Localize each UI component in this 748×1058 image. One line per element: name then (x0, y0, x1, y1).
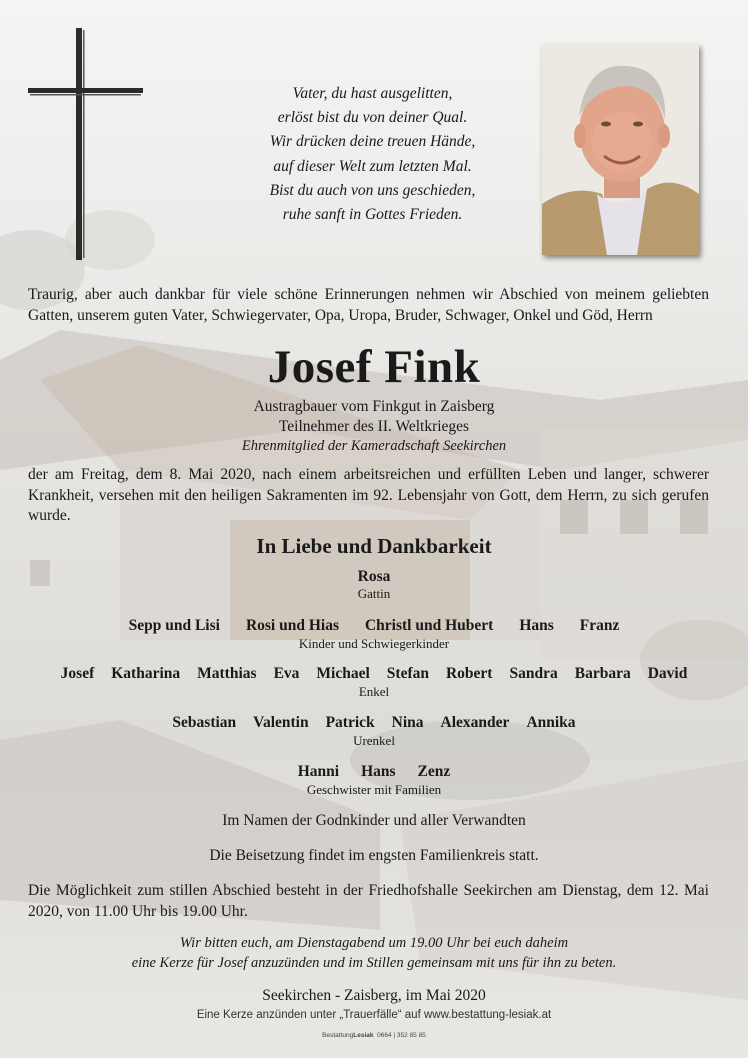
poem (200, 82, 545, 227)
mourner-name: Sandra (509, 665, 558, 682)
intro-text: Traurig, aber auch dankbar für viele schöne Erinnerungen nehmen wir Abschied von meinem geliebten Gatten, unserem guten Vater, Schwiegervater, Opa, Uropa, Bruder, Schwager, Onkel und Göd, Herrn (28, 286, 709, 324)
mourner-name: Alexander (440, 714, 510, 731)
poem-line: erlöst bist du von deiner Qual. (277, 109, 468, 127)
request-line: Wir bitten euch, am Dienstagabend um 19.00 Uhr bei euch daheim (179, 935, 569, 951)
poem-line: auf dieser Welt zum letzten Mal. (273, 157, 472, 175)
mourner-name: Valentin (253, 714, 309, 731)
deceased-name: Josef Fink (267, 341, 481, 393)
funeral-home-brand: Lesiak (353, 1032, 374, 1039)
mourner-name: Patrick (325, 714, 375, 731)
funeral-home-footer (0, 1031, 748, 1040)
burial-text: Die Beisetzung findet im engsten Familienkreis statt. (209, 847, 539, 864)
mourner-name: Christl und Hubert (364, 617, 494, 634)
great-grandchildren-role: Urenkel (353, 733, 395, 748)
place-date: Seekirchen - Zaisberg, im Mai 2020 (262, 987, 486, 1004)
mourner-name: Nina (391, 714, 424, 731)
great-grandchildren-row (0, 713, 748, 732)
funeral-home-prefix: Bestattung (322, 1032, 354, 1039)
mourner-name: Sebastian (172, 714, 237, 731)
children-row (0, 616, 748, 635)
funeral-home-phone: 0664 | 352 85 85 (377, 1032, 426, 1039)
candle-note: Eine Kerze anzünden unter „Trauerfälle“ auf www.bestattung-lesiak.at (196, 1009, 552, 1021)
mourner-name: Michael (316, 665, 370, 682)
mourner-name: Hans (519, 617, 554, 634)
mourner-name: Franz (579, 617, 620, 634)
mourner-name: Stefan (386, 665, 429, 682)
cross-icon (28, 28, 143, 265)
description-line: Austragbauer vom Finkgut in Zaisberg (253, 398, 495, 415)
mourner-name: Sepp und Lisi (128, 617, 220, 634)
poem-line: ruhe sanft in Gottes Frieden. (282, 206, 463, 224)
request-line: eine Kerze für Josef anzuzünden und im Stillen gemeinsam mit uns für ihn zu beten. (131, 955, 617, 971)
siblings-row (0, 762, 748, 781)
spouse-role: Gattin (357, 586, 391, 601)
poem-line: Bist du auch von uns geschieden, (269, 181, 476, 199)
godchildren-text: Im Namen der Godnkinder und aller Verwandten (222, 812, 526, 829)
mourner-name: Rosi und Hias (245, 617, 339, 634)
mourner-name: David (647, 665, 688, 682)
poem-line: Wir drücken deine treuen Hände, (269, 133, 476, 151)
grandchildren-role: Enkel (358, 684, 390, 699)
mourner-name: Katharina (111, 665, 181, 682)
mourner-name: Robert (445, 665, 493, 682)
spouse-row (0, 567, 748, 586)
description-line: Ehrenmitglied der Kameradschaft Seekirchen (241, 438, 507, 454)
mourner-name: Barbara (574, 665, 631, 682)
mourner-name: Hans (361, 763, 396, 780)
description-line: Teilnehmer des II. Weltkrieges (278, 418, 470, 435)
mourner-name: Rosa (357, 568, 391, 585)
love-heading: In Liebe und Dankbarkeit (256, 534, 492, 558)
children-role: Kinder und Schwiegerkinder (298, 636, 450, 651)
mourner-name: Hanni (297, 763, 340, 780)
grandchildren-row (0, 664, 748, 683)
portrait-photo (542, 44, 699, 255)
poem-line: Vater, du hast ausgelitten, (292, 85, 453, 102)
mourner-name: Matthias (197, 665, 257, 682)
siblings-role: Geschwister mit Familien (306, 782, 442, 797)
mourner-name: Josef (60, 665, 95, 682)
mourner-name: Eva (273, 665, 300, 682)
mourner-name: Annika (526, 714, 576, 731)
farewell-text: Die Möglichkeit zum stillen Abschied besteht in der Friedhofshalle Seekirchen am Dienstag, dem 12. Mai 2020, von 11.00 Uhr bis 19.00 Uhr. (28, 882, 709, 920)
mourner-name: Zenz (417, 763, 451, 780)
death-text: der am Freitag, dem 8. Mai 2020, nach einem arbeitsreichen und erfüllten Leben und langer, schwerer Krankheit, versehen mit den heiligen Sakramenten im 92. Lebensjahr von Gott, dem Herrn, zu sich gerufen wurde. (28, 466, 709, 524)
